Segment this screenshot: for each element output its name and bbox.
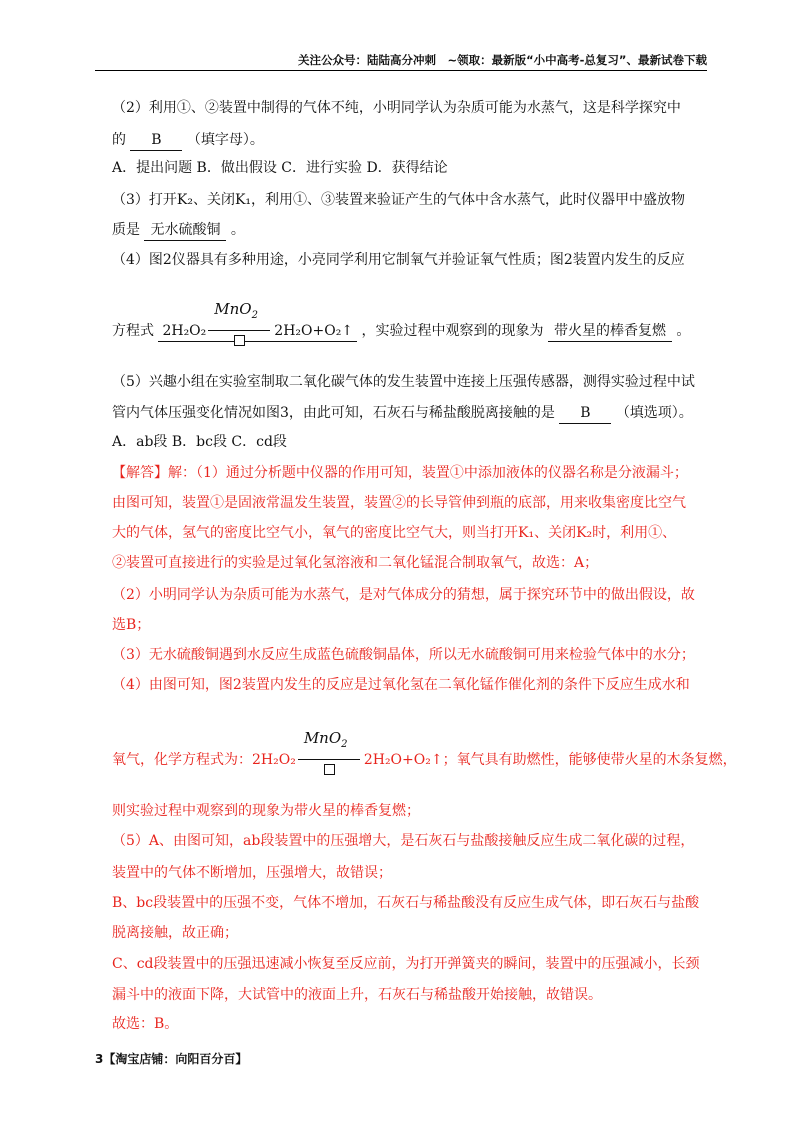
q4-line2 [112, 300, 691, 342]
q4-line1: （4）图2仪器具有多种用途，小亮同学利用它制氧气并验证氧气性质；图2装置内发生的反应 [112, 252, 685, 268]
solution-eq-condition-box [324, 764, 335, 775]
solution-line-4: ②装置可直接进行的实验是过氧化氢溶液和二氧化锰混合制取氧气，故选：A； [112, 555, 599, 571]
solution-line-6: 选B； [112, 617, 151, 633]
q2-options: A．提出问题 B．做出假设 C．进行实验 D．获得结论 [112, 160, 448, 176]
q4-eq-product: 2H₂O+O₂↑ [274, 323, 354, 339]
solution-line-12: 装置中的气体不断增加，压强增大，故错误； [112, 865, 392, 881]
solution-line-8: （4）由图可知，图2装置内发生的反应是过氧化氢在二氧化锰作催化剂的条件下反应生成水和 [112, 677, 690, 693]
q3-line1: （3）打开K₂、关闭K₁，利用①、③装置来验证产生的气体中含水蒸气，此时仪器甲中盛放物 [112, 192, 686, 208]
solution-eq-prefix: 氧气，化学方程式为： [112, 752, 252, 768]
q5-options: A．ab段 B．bc段 C．cd段 [112, 434, 287, 450]
q4-suffix: 。 [676, 323, 691, 339]
solution-line-1: 【解答】解：（1）通过分析题中仪器的作用可知，装置①中添加液体的仪器名称是分液漏斗； [112, 465, 688, 481]
q2-prefix: 的 [112, 132, 126, 148]
solution-eq-suffix: ；氧气具有助燃性，能够使带火星的木条复燃， [442, 752, 737, 768]
q3-line2 [112, 220, 245, 241]
q2-suffix: （填字母）。 [186, 132, 264, 148]
q3-answer-blank: 无水硫酸铜 [144, 220, 226, 241]
solution-eq-arrow [298, 729, 362, 770]
solution-line-13: B、bc段装置中的压强不变，气体不增加，石灰石与稀盐酸没有反应生成气体，即石灰石与盐酸 [112, 895, 700, 911]
solution-line-5: （2）小明同学认为杂质可能为水蒸气，是对气体成分的猜想，属于探究环节中的做出假设，故 [112, 587, 695, 603]
solution-line-14: 脱离接触，故正确； [112, 925, 238, 941]
solution-line-9 [112, 729, 737, 770]
q4-eq-catalyst: MnO$_2$ [214, 300, 258, 321]
solution-eq-product: 2H₂O+O₂↑ [363, 752, 443, 768]
header-divider [95, 70, 707, 71]
solution-line-15: C、cd段装置中的压强迅速减小恢复至反应前，为打开弹簧夹的瞬间，装置中的压强减小，长颈 [112, 956, 700, 972]
q4-middle: ，实验过程中观察到的现象为 [361, 323, 544, 339]
q4-eq-arrow [208, 300, 272, 341]
q5-suffix: （填选项）。 [615, 405, 693, 421]
q3-prefix: 质是 [112, 222, 140, 238]
solution-line-16: 漏斗中的液面下降，大试管中的液面上升，石灰石与稀盐酸开始接触，故错误。 [112, 987, 602, 1003]
solution-eq-reactant: 2H₂O₂ [252, 752, 296, 768]
q4-eq-reactant: 2H₂O₂ [162, 323, 207, 339]
q2-line2 [112, 130, 264, 151]
q4-eq-condition-box [234, 335, 245, 346]
solution-line-7: （3）无水硫酸铜遇到水反应生成蓝色硫酸铜晶体，所以无水硫酸铜可用来检验气体中的水分； [112, 647, 695, 663]
solution-line-10: 则实验过程中观察到的现象为带火星的棒香复燃； [112, 803, 420, 819]
q4-answer-blank: 带火星的棒香复燃 [548, 321, 672, 342]
q5-line1: （5）兴趣小组在实验室制取二氧化碳气体的发生装置中连接上压强传感器，测得实验过程中试 [112, 374, 695, 390]
q4-prefix: 方程式 [112, 323, 154, 339]
solution-line-3: 大的气体，氢气的密度比空气小，氧气的密度比空气大，则当打开K₁、关闭K₂时，利用①、 [112, 525, 677, 541]
solution-line-2: 由图可知，装置①是固液常温发生装置，装置②的长导管伸到瓶的底部，用来收集密度比空气 [112, 495, 686, 511]
solution-eq-catalyst: MnO$_2$ [303, 729, 348, 750]
solution-line-11: （5）A、由图可知，ab段装置中的压强增大，是石灰石与盐酸接触反应生成二氧化碳的过程， [112, 833, 695, 849]
page-header: 关注公众号：陆陆高分冲刺 ~领取：最新版“小中高考-总复习”、最新试卷下载 [297, 53, 707, 67]
q5-line2 [112, 403, 693, 424]
solution-line-17: 故选：B。 [112, 1016, 179, 1032]
q5-answer-blank: B [559, 403, 611, 424]
q4-equation-blank [158, 300, 357, 342]
q3-suffix: 。 [230, 222, 245, 238]
q2-line1: （2）利用①、②装置中制得的气体不纯，小明同学认为杂质可能为水蒸气，这是科学探究中 [112, 100, 681, 116]
page-footer: 3【淘宝店铺：向阳百分百】 [95, 1052, 248, 1066]
q2-answer-blank: B [130, 130, 182, 151]
q5-prefix: 管内气体压强变化情况如图3，由此可知，石灰石与稀盐酸脱离接触的是 [112, 405, 555, 421]
